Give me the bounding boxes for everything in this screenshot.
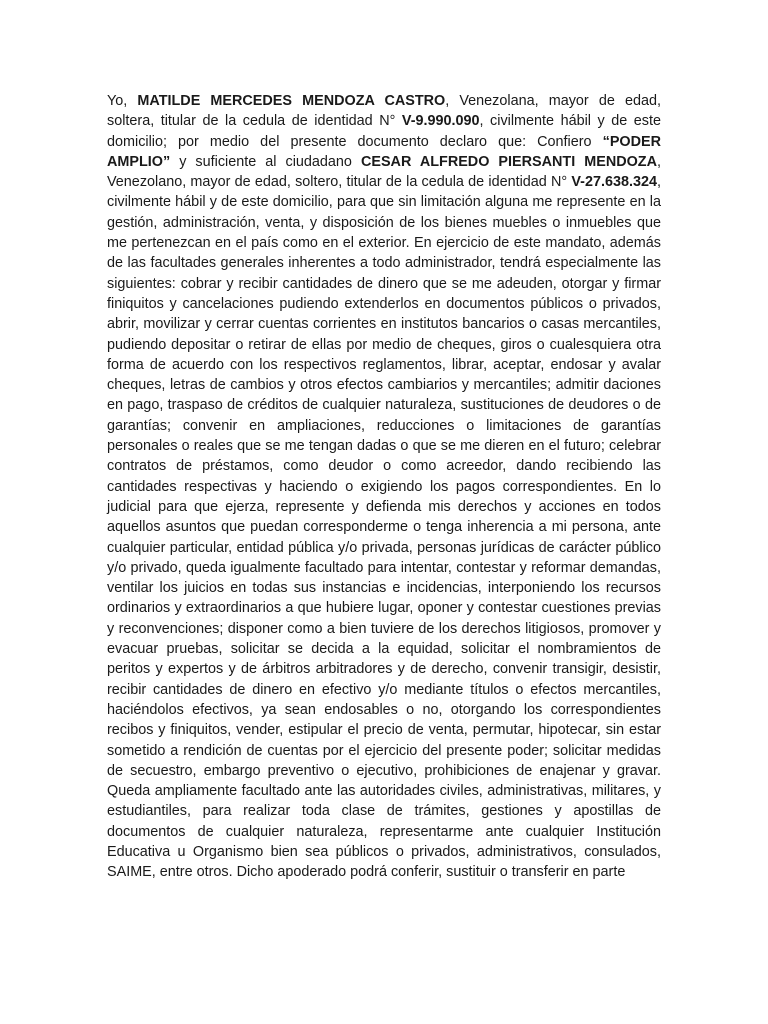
power-type: “PODER AMPLIO” — [107, 133, 661, 170]
principal-id-number: V-9.990.090 — [401, 113, 480, 130]
agent-name: CESAR ALFREDO PIERSANTI MENDOZA — [360, 153, 657, 170]
agent-id-number: V-27.638.324 — [571, 174, 657, 191]
text-run: , civilmente hábil y de este domicilio; por medio del presente documento declaro que: Confiero — [107, 113, 661, 150]
principal-name: MATILDE MERCEDES MENDOZA CASTRO — [137, 93, 446, 109]
text-run: , Venezolano, mayor de edad, soltero, titular de la cedula de identidad N° — [107, 153, 661, 191]
text-run: Yo, — [107, 93, 138, 109]
text-run: , Venezolana, mayor de edad, soltera, titular de la cedula de identidad N° — [107, 93, 661, 130]
text-run: , civilmente hábil y de este domicilio, para que sin limitación alguna me represente en la gestión, administración, venta, y disposición de los bienes muebles o inmuebles que me pertenezcan en el país como en el exterior. En ejercicio de este mandato, además de las facultades generales inherentes a todo administrador, tendrá especialmente las siguientes: cobrar y recibir cantidades de dinero que se me adeuden, otorgar y firmar finiquitos y cancelaciones pudiendo extenderlos en documentos públicos o privados, abrir, movilizar y cerrar cuentas corrientes en institutos bancarios o casas mercantiles, pudiendo depositar o retirar de ellas por medio de cheques, giros o cualesquiera otra forma de acuerdo con los respectivos reglamentos, librar, aceptar, endosar y avalar cheques, letras de cambios y otros efectos cambiarios y mercantiles; admitir daciones en pago, traspaso de créditos de cualquier naturaleza, sustituciones de deudores o de garantías; convenir en ampliaciones, reducciones o limitaciones de garantías personales o reales que se me tengan dadas o que se me dieren en el futuro; celebrar contratos de préstamos, como deudor o como acreedor, dando recibiendo las cantidades respectivas y haciendo o exigiendo los pagos correspondientes. En lo judicial para que ejerza, represente y defienda mis derechos y acciones en todos aquellos asuntos que puedan corresponderme o tenga inherencia a mi persona, ante cualquier particular, entidad pública y/o privada, personas jurídicas de carácter público y/o privado, queda igualmente facultado para intentar, contestar y reformar demandas, ventilar los juicios en todas sus instancias e incidencias, interponiendo los recursos ordinarios y extraordinarios a que hubiere lugar, oponer y contestar cuestiones previas y reconvenciones; disponer como a bien tuviere de los derechos litigiosos, promover y evacuar pruebas, solicitar se decida a la equidad, solicitar el nombramientos de peritos y expertos y de árbitros arbitradores y de derecho, convenir transigir, desistir, recibir cantidades de dinero en efectivo y/o mediante títulos o efectos mercantiles, haciéndolos efectivos, ya sean endosables o no, otorgando los correspondientes recibos y finiquitos, vender, estipular el precio de venta, permutar, hipotecar, sin estar sometido a rendición de cuentas por el ejercicio del presente poder; solicitar medidas de secuestro, embargo preventivo o ejecutivo, prohibiciones de enajenar y gravar. Queda ampliamente facultado ante las autoridades civiles, administrativas, militares, y estudiantiles, para realizar toda clase de trámites, gestiones y apostillas de documentos de cualquier naturaleza, representarme ante cualquier Institución Educativa u Organismo bien sea públicos o privados, administrativos, consulados, SAIME, entre otros. Dicho apoderado podrá conferir, sustituir o transferir en parte — [107, 174, 661, 881]
text-run: y suficiente al ciudadano — [170, 153, 361, 170]
body-paragraph — [107, 91, 661, 883]
